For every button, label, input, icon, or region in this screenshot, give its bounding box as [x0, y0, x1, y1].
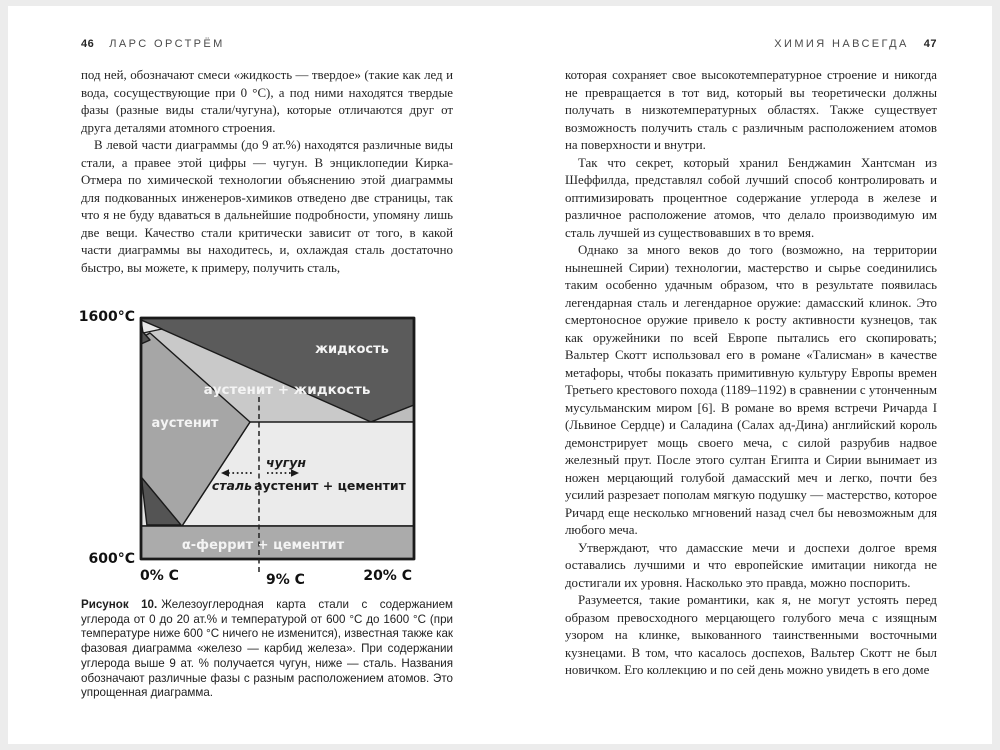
label-austenite-liquid: аустенит + жидкость — [203, 382, 371, 398]
figure-caption-text: Железоуглеродная карта стали с содержанием углерода от 0 до 20 ат.% и температурой от 600 °C до 1600 °C (при температуре ниже 600 °C ничего не изменится), известная также как фазовая диаграмма «железо — карбид железа». При содержании углерода выше 9 ат. % получается чугун, ниже — сталь. Названия обозначают различные фазы с разным расположением атомов. Это упрощенная диаграмма. — [81, 598, 453, 700]
axis-label-600c: 600°C — [88, 551, 135, 567]
author-name: ЛАРС ОРСТРЁМ — [109, 38, 225, 50]
label-ferrite-cementite: α-феррит + цементит — [181, 538, 345, 553]
paragraph: Утверждают, что дамасские мечи и доспехи долгое время оставались лучшими и что европейские имитации никогда не достигали их уровня. Насколько это правда, можно поспорить. — [565, 540, 937, 590]
left-body-text — [81, 67, 453, 277]
paragraph: Так что секрет, который хранил Бенджамин Хантсман из Шеффилда, представлял собой лучший способ контролировать и оптимизировать процентное содержание углерода в железе и различное расположение атомов, что делало производимую им сталь лучшей из существовавших в то время. — [565, 155, 937, 240]
paragraph: под ней, обозначают смеси «жидкость — твердое» (такие как лед и вода, сосуществующие при 0 °C), а под ними находятся твердые фазы (разные виды стали/чугуна), которые отличаются друг от друга деталями атомного строения. — [81, 68, 453, 135]
paragraph: Разумеется, такие романтики, как я, не могут устоять перед образом превосходного мерцающего голубого меча с изящным узором на клинке, выкованного таинственными восточными кузнецами. В том, что касалось доспехов, Вальтер Скотт не был новичком. Его коллекцию и по сей день можно увидеть в его доме — [565, 593, 937, 677]
running-head-left — [81, 38, 453, 50]
label-austenite-cementite: аустенит + цементит — [254, 478, 406, 493]
figure-caption — [81, 598, 453, 701]
label-liquid: жидкость — [315, 342, 389, 357]
figure-caption-label: Рисунок 10. — [81, 598, 158, 611]
book-spread — [8, 6, 992, 744]
paragraph: Однако за много веков до того (возможно, на территории нынешней Сирии) технологии, мастерство и сырье соединились таким особенно удачным образом, что в результате появилась легендарная сталь и легендарное оружие: дамасский клинок. Это смертоносное оружие привело к росту активности кузнецов, так как оружейники по всей Европе пытались его скопировать; Вальтер Скотт использовал его в романе «Талисман» в качестве метафоры, чтобы показать примитивную культуру Европы времен Третьего крестового похода (1189–1192) в сравнении с утонченным мусульманским миром [6]. В романе во время встречи Ричарда I (Львиное Сердце) и Саладина (Салах ад-Дина) английский король демонстрирует мощь своего меча, с силой разрубив надвое железный прут. После этого султан Египта и Сирии вынимает из ножен мерцающий голубой дамасский меч и легко, почти без усилий разрезает пополам мягкую подушку — мастерство, которое Ричард еще несколько мгновений назад счел бы невозможным для любого меча. — [565, 243, 937, 537]
page-right — [565, 38, 937, 680]
axis-label-1600c: 1600°C — [79, 309, 135, 325]
phase-diagram-figure — [79, 300, 451, 592]
page-number-right: 47 — [923, 38, 937, 50]
axis-label-20pct: 20% C — [363, 568, 412, 584]
axis-label-9pct: 9% C — [266, 572, 305, 588]
label-austenite: аустенит — [151, 416, 219, 431]
book-title: ХИМИЯ НАВСЕГДА — [774, 38, 909, 50]
page-left — [79, 38, 453, 700]
axis-label-0pct: 0% C — [140, 568, 179, 584]
label-cast-iron: чугун — [266, 455, 307, 470]
paragraph: В левой части диаграммы (до 9 ат.%) находятся различные виды стали, а правее этой цифры — чугун. В энциклопедии Кирка-Отмера по химической технологии объяснению этой диаграммы для подкованных инженеров-химиков отведено две страницы, так что я не буду вдаваться в дальнейшие подробности, упомяну лишь две вещи. Качество стали критически зависит от того, в какой части диаграммы вы находитесь, и, охлаждая сталь достаточно быстро, вы можете, к примеру, получить сталь, — [81, 138, 453, 275]
paragraph: которая сохраняет свое высокотемпературное строение и никогда не превращается в тот вид, который вы теоретически должны получать в низкотемпературных областях. Также существует возможность получить сталь с различным расположением атомов на поверхности и внутри. — [565, 68, 937, 152]
running-head-right — [565, 38, 937, 50]
right-body-text — [565, 67, 937, 680]
page-number-left: 46 — [81, 38, 95, 50]
label-steel: сталь — [211, 478, 252, 493]
phase-diagram-svg — [79, 300, 448, 592]
